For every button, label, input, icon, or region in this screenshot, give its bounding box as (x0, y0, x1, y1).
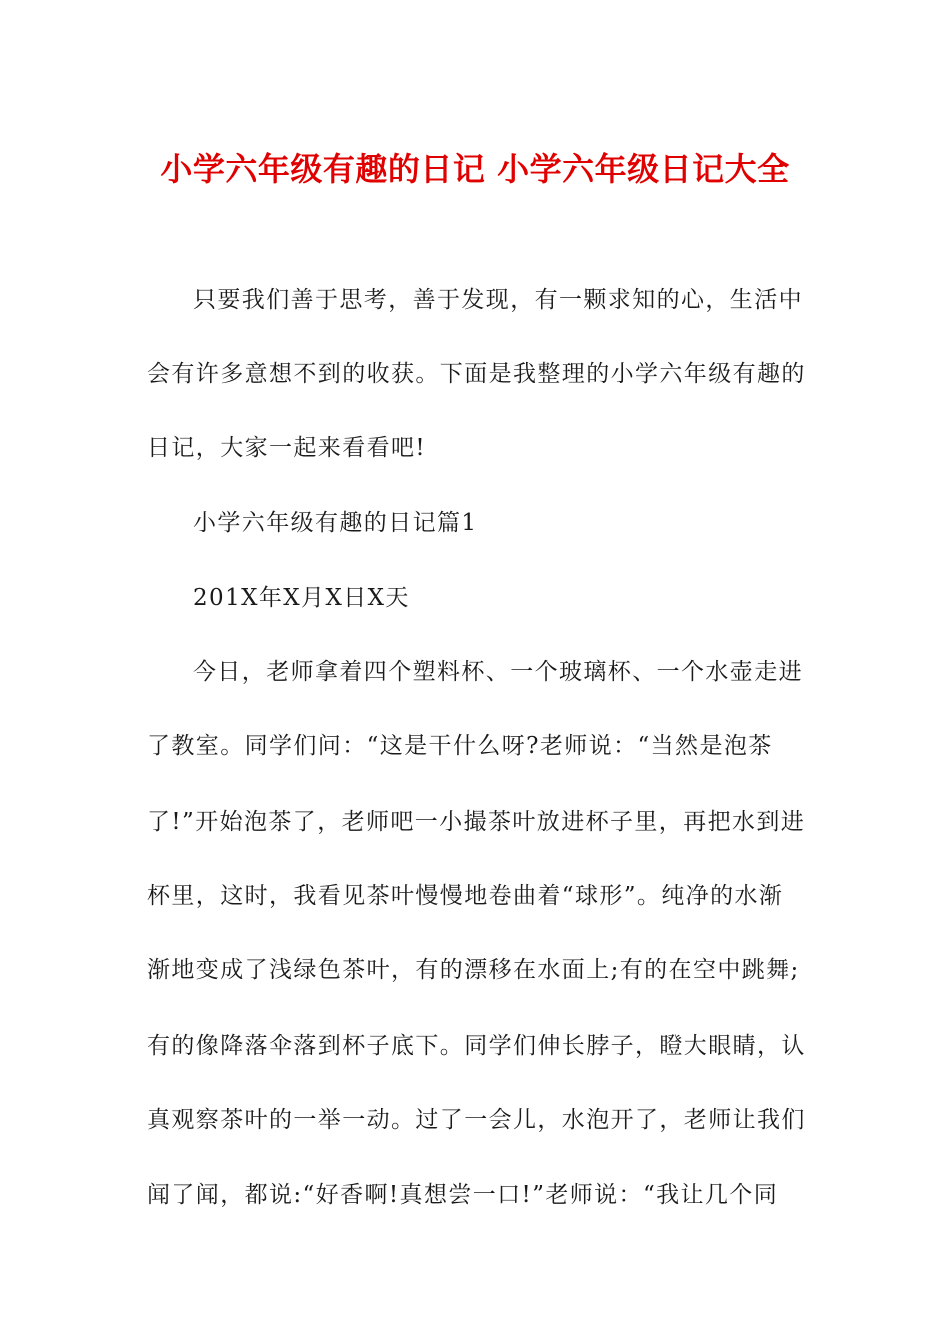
paragraph-line: 了教室。同学们问：“这是干什么呀?老师说：“当然是泡茶 (147, 733, 773, 759)
paragraph-line: 杯里，这时，我看见茶叶慢慢地卷曲着“球形”。纯净的水渐 (147, 883, 784, 909)
paragraph-line: 了!”开始泡茶了，老师吧一小撮茶叶放进杯子里，再把水到进 (147, 809, 806, 835)
document-title: 小学六年级有趣的日记 小学六年级日记大全 (160, 150, 790, 188)
paragraph-line: 渐地变成了浅绿色茶叶，有的漂移在水面上;有的在空中跳舞; (147, 957, 800, 983)
paragraph-line: 闻了闻，都说:“好香啊!真想尝一口!”老师说：“我让几个同 (147, 1182, 779, 1208)
paragraph-line: 日记，大家一起来看看吧! (147, 435, 427, 461)
diary-date: 201X年X月X日X天 (193, 585, 410, 611)
section-heading: 小学六年级有趣的日记篇1 (193, 510, 478, 536)
paragraph-line: 今日，老师拿着四个塑料杯、一个玻璃杯、一个水壶走进 (193, 659, 803, 685)
paragraph-line: 会有许多意想不到的收获。下面是我整理的小学六年级有趣的 (147, 361, 806, 387)
paragraph-line: 只要我们善于思考，善于发现，有一颗求知的心，生活中 (193, 287, 803, 313)
paragraph-line: 有的像降落伞落到杯子底下。同学们伸长脖子，瞪大眼睛，认 (147, 1033, 806, 1059)
paragraph-line: 真观察茶叶的一举一动。过了一会儿，水泡开了，老师让我们 (147, 1107, 806, 1133)
